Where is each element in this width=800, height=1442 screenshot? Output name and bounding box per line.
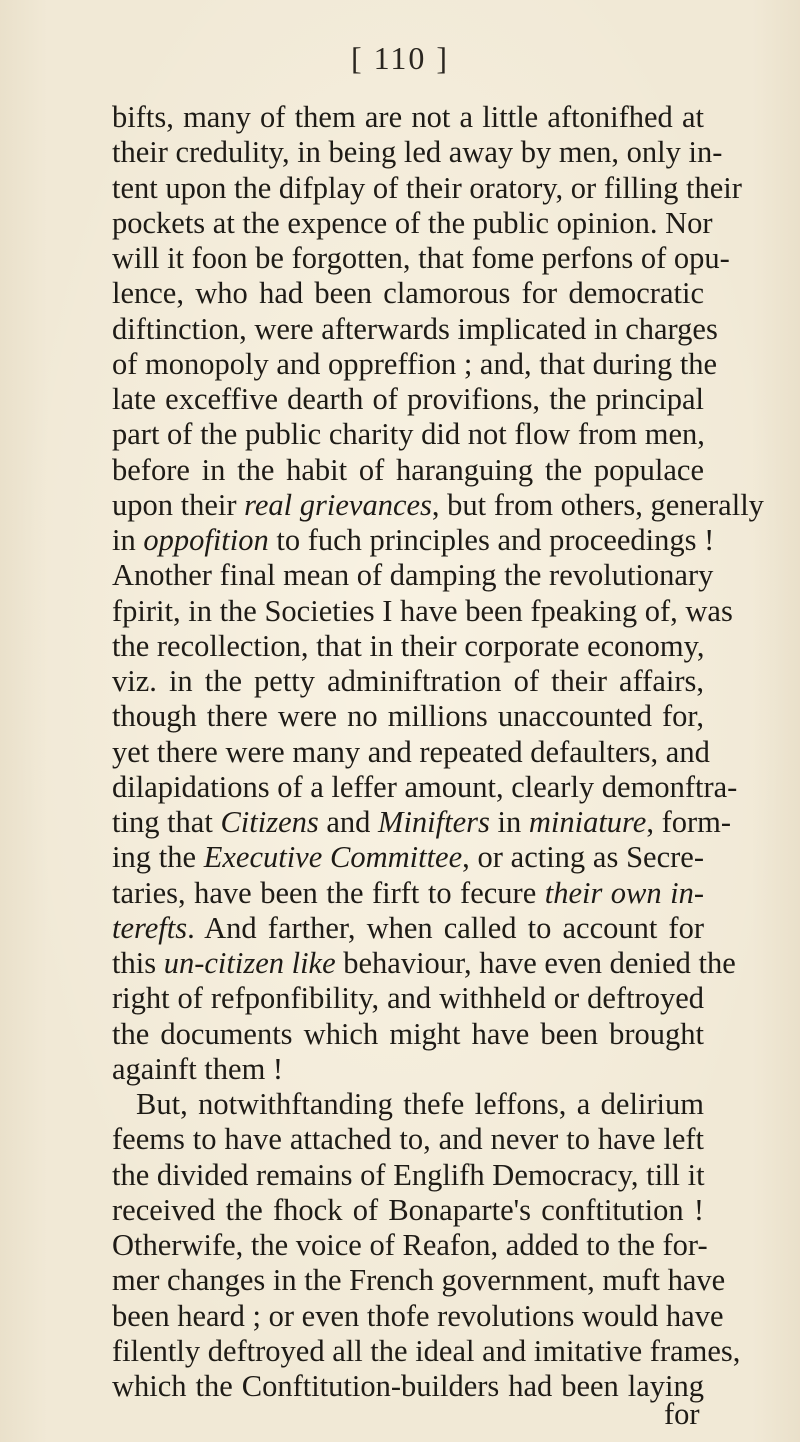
text-segment: , or acting as Secre- <box>462 840 704 875</box>
text-segment: been heard ; or even thofe revolutions would have <box>112 1298 724 1333</box>
text-segment: . And farther, when called to account for <box>187 910 704 945</box>
text-line <box>112 523 715 558</box>
text-line <box>112 346 718 382</box>
text-line <box>112 629 704 664</box>
text-segment: which the Conftitution-builders had been laying <box>112 1369 704 1403</box>
text-line <box>112 100 704 135</box>
text-line <box>112 487 764 523</box>
text-line <box>112 241 730 276</box>
text-line <box>112 840 704 875</box>
text-line <box>112 734 710 770</box>
text-line <box>112 276 704 311</box>
text-segment: before in the habit of haranguing the populace <box>112 452 704 487</box>
text-segment: dilapidations of a leffer amount, clearly demonftra- <box>112 769 738 804</box>
italic-text: miniature <box>528 805 647 839</box>
text-segment: ing the <box>112 840 204 875</box>
italic-text: un-citizen like <box>163 946 336 980</box>
text-segment: But, notwithftanding thefe leffons, a delirium <box>136 1087 704 1121</box>
text-segment: the documents which might have been brought <box>112 1016 704 1051</box>
text-segment: though there were no millions unaccounted for, <box>112 699 704 734</box>
text-segment: behaviour, have even denied the <box>335 946 736 980</box>
text-line <box>112 699 704 734</box>
text-segment: late exceffive dearth of provifions, the principal <box>112 382 704 416</box>
text-line <box>112 593 733 629</box>
text-line <box>112 664 704 699</box>
text-line <box>112 981 704 1016</box>
text-line <box>112 311 718 347</box>
text-line <box>112 1158 704 1193</box>
catchword: for <box>664 1397 700 1431</box>
text-segment: will it foon be forgotten, that fome perfons of opu- <box>112 241 730 275</box>
text-line <box>112 1369 704 1404</box>
italic-text: Citizens <box>220 805 319 839</box>
text-line <box>112 453 704 488</box>
text-segment: yet there were many and repeated defaulters, and <box>112 734 710 769</box>
text-segment: the recollection, that in their corporate economy, <box>112 628 705 663</box>
text-line <box>112 1298 724 1334</box>
text-segment: , form- <box>646 805 732 839</box>
text-line <box>112 1087 704 1122</box>
text-segment: in <box>489 805 529 839</box>
text-line <box>112 1333 741 1369</box>
text-segment: ting that <box>112 805 221 839</box>
text-segment: tent upon the difplay of their oratory, or filling their <box>112 170 742 205</box>
text-line <box>112 876 704 911</box>
text-segment: and <box>318 805 379 839</box>
body-text <box>112 100 764 1404</box>
text-line <box>112 382 704 417</box>
text-segment: diftinction, were afterwards implicated in charges <box>112 311 718 346</box>
text-segment: upon their <box>112 487 245 522</box>
text-line <box>112 1052 704 1087</box>
text-segment: pockets at the expence of the public opinion. Nor <box>112 205 713 240</box>
text-segment: feems to have attached to, and never to have left <box>112 1122 704 1157</box>
text-line <box>112 205 713 241</box>
italic-text: oppofition <box>143 523 269 557</box>
text-segment: Another final mean of damping the revolutionary <box>112 558 714 593</box>
text-segment: fpirit, in the Societies I have been fpeaking of, was <box>112 593 733 628</box>
text-line <box>112 1193 704 1228</box>
text-segment: againft them ! <box>112 1051 284 1086</box>
text-line <box>112 1263 726 1298</box>
text-segment: their credulity, in being led away by men, only in- <box>112 135 723 170</box>
text-line <box>112 805 732 840</box>
text-segment: filently deftroyed all the ideal and imitative frames, <box>112 1333 741 1368</box>
text-line <box>112 1122 704 1157</box>
text-segment: the divided remains of Englifh Democracy, till it <box>112 1157 705 1192</box>
text-line <box>112 558 714 593</box>
text-segment: taries, have been the firft to fecure <box>112 875 545 910</box>
text-segment: Otherwife, the voice of Reafon, added to the for- <box>112 1228 708 1262</box>
italic-text: Executive Committee <box>203 840 463 875</box>
italic-text: real grievances <box>244 487 432 522</box>
italic-text: their own in- <box>544 875 704 910</box>
text-segment: bifts, many of them are not a little aftonifhed at <box>112 100 704 134</box>
text-segment: to fuch principles and proceedings ! <box>268 523 715 557</box>
text-segment: mer changes in the French government, muft have <box>112 1263 726 1298</box>
text-line <box>112 1228 708 1263</box>
text-segment: of monopoly and oppreffion ; and, that during the <box>112 346 718 381</box>
text-segment: received the fhock of Bonaparte's conftitution ! <box>112 1192 704 1227</box>
text-line <box>112 769 738 805</box>
text-line <box>112 911 704 946</box>
text-line <box>112 417 704 452</box>
text-segment: right of refponfibility, and withheld or deftroyed <box>112 981 704 1016</box>
text-line <box>112 946 736 981</box>
text-segment: part of the public charity did not flow from men, <box>112 417 705 452</box>
text-segment: in <box>112 523 144 557</box>
text-segment: this <box>112 946 164 980</box>
text-line <box>112 135 723 170</box>
text-line <box>112 1017 704 1052</box>
text-segment: viz. in the petty adminiftration of their affairs, <box>112 664 704 698</box>
text-segment: lence, who had been clamorous for democratic <box>112 276 704 311</box>
text-line <box>112 170 742 206</box>
text-segment: , but from others, generally <box>431 487 764 522</box>
italic-text: terefts <box>112 910 188 945</box>
italic-text: Minifters <box>378 805 490 839</box>
page-number: [ 110 ] <box>350 40 450 76</box>
